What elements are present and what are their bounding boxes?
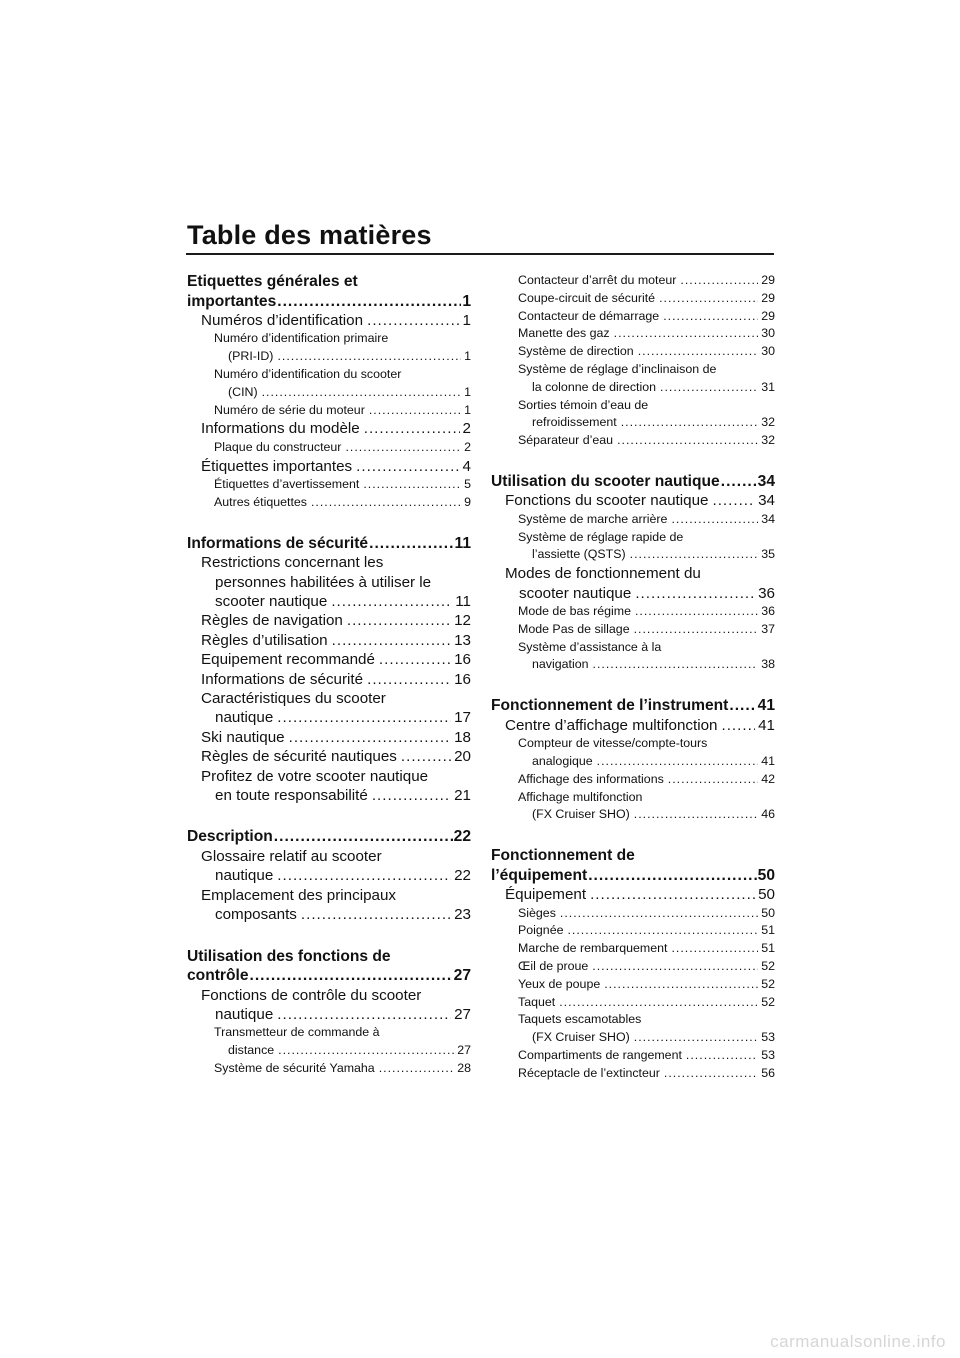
dot-leader xyxy=(660,379,758,397)
toc-entry[interactable] xyxy=(491,343,775,361)
toc-entry-title: Fonctionnement de xyxy=(491,847,635,865)
toc-entry-title: Règles d’utilisation xyxy=(201,631,328,649)
toc-entry[interactable] xyxy=(187,272,471,311)
toc-entry-title: Compartiments de rangement xyxy=(518,1047,682,1062)
toc-entry-title: Règles de sécurité nautiques xyxy=(201,748,397,766)
dot-leader xyxy=(635,603,758,621)
toc-entry-title: analogique xyxy=(532,753,593,768)
dot-leader xyxy=(250,966,453,986)
toc-entry-title: Taquet xyxy=(518,994,556,1009)
toc-entry[interactable] xyxy=(491,491,775,510)
toc-entry-title: Œil de proue xyxy=(518,958,589,973)
toc-page-number: 42 xyxy=(761,771,775,786)
toc-entry[interactable] xyxy=(491,621,775,639)
toc-entry-title: Informations de sécurité xyxy=(187,534,369,552)
toc-page-number: 31 xyxy=(761,379,775,394)
toc-entry-title: Ski nautique xyxy=(201,728,285,746)
dot-leader xyxy=(638,343,759,361)
toc-page-number: 5 xyxy=(464,477,471,491)
toc-entry[interactable] xyxy=(491,976,775,994)
dot-leader xyxy=(277,866,451,885)
toc-page-number: 11 xyxy=(455,592,471,610)
toc-page-number: 18 xyxy=(454,728,471,746)
toc-page-number: 35 xyxy=(761,547,775,562)
dot-leader xyxy=(364,419,460,438)
dot-leader xyxy=(277,348,461,366)
toc-entry-title: Yeux de poupe xyxy=(518,976,601,991)
toc-page-number: 52 xyxy=(761,958,775,973)
toc-entry-title: refroidissement xyxy=(532,415,617,430)
toc-entry[interactable] xyxy=(187,886,471,925)
dot-leader xyxy=(597,753,759,771)
toc-entry[interactable] xyxy=(187,847,471,886)
toc-entry-title: Manette des gaz xyxy=(518,326,610,341)
toc-entry-title: composants xyxy=(215,906,297,924)
toc-entry[interactable] xyxy=(491,771,775,789)
dot-leader xyxy=(668,771,758,789)
toc-entry[interactable] xyxy=(187,650,471,669)
toc-entry[interactable] xyxy=(187,457,471,476)
toc-page-number: 37 xyxy=(761,621,775,636)
toc-page-number: 13 xyxy=(454,631,471,649)
toc-entry-title: Équipement xyxy=(505,886,587,904)
dot-leader xyxy=(277,292,461,312)
toc-entry-title: Fonctions de contrôle du scooter xyxy=(201,986,422,1004)
dot-leader xyxy=(635,584,755,603)
dot-leader xyxy=(367,670,451,689)
toc-entry[interactable] xyxy=(187,1060,471,1078)
toc-entry-title: (CIN) xyxy=(228,384,258,399)
toc-page-number: 22 xyxy=(454,867,471,885)
dot-leader xyxy=(331,592,452,611)
toc-entry[interactable] xyxy=(491,696,775,716)
toc-entry[interactable] xyxy=(187,494,471,512)
dot-leader xyxy=(721,472,757,492)
dot-leader xyxy=(588,866,756,886)
toc-entry-title: nautique xyxy=(215,867,274,885)
toc-page-number: 2 xyxy=(464,439,471,454)
toc-entry[interactable] xyxy=(187,947,471,986)
toc-entry-title: Modes de fonctionnement du xyxy=(505,565,701,583)
toc-entry-title: Numéro d’identification du scooter xyxy=(214,367,402,381)
toc-page-number: 27 xyxy=(454,1005,471,1023)
toc-entry[interactable] xyxy=(491,290,775,308)
toc-entry-title: Mode Pas de sillage xyxy=(518,621,630,636)
toc-entry[interactable] xyxy=(491,603,775,621)
dot-leader xyxy=(664,1065,758,1083)
toc-entry-title: Contacteur de démarrage xyxy=(518,308,660,323)
dot-leader xyxy=(289,728,452,747)
dot-leader xyxy=(379,650,451,669)
toc-entry[interactable] xyxy=(187,534,471,554)
toc-entry-title: Coupe-circuit de sécurité xyxy=(518,290,656,305)
toc-page-number: 1 xyxy=(464,384,471,399)
toc-entry-title: Affichage multifonction xyxy=(518,789,643,804)
toc-entry[interactable] xyxy=(187,728,471,747)
toc-entry[interactable] xyxy=(187,311,471,330)
toc-entry[interactable] xyxy=(187,689,471,728)
toc-entry[interactable] xyxy=(491,994,775,1012)
toc-entry-title: navigation xyxy=(532,657,589,672)
dot-leader xyxy=(363,476,461,494)
toc-entry[interactable] xyxy=(491,789,775,825)
toc-entry-title: Système de sécurité Yamaha xyxy=(214,1060,375,1075)
dot-leader xyxy=(278,1042,454,1060)
toc-entry[interactable] xyxy=(491,397,775,433)
page-title: Table des matières xyxy=(187,220,432,250)
toc-page-number: 16 xyxy=(454,651,471,669)
toc-entry[interactable] xyxy=(187,439,471,457)
dot-leader xyxy=(604,976,758,994)
toc-entry[interactable] xyxy=(491,735,775,771)
toc-page-number: 53 xyxy=(761,1047,775,1062)
toc-entry-title: Réceptacle de l’extincteur xyxy=(518,1065,660,1080)
toc-entry-title: Description xyxy=(187,828,273,846)
toc-entry[interactable] xyxy=(491,639,775,675)
dot-leader xyxy=(559,994,758,1012)
toc-page-number: 50 xyxy=(761,905,775,920)
toc-entry-title: Informations du modèle xyxy=(201,420,360,438)
toc-entry[interactable] xyxy=(187,553,471,611)
toc-entry-title: Système de direction xyxy=(518,344,634,359)
toc-entry-title: Informations de sécurité xyxy=(201,670,364,688)
toc-entry[interactable] xyxy=(187,747,471,766)
toc-page-number: 32 xyxy=(761,415,775,430)
dot-leader xyxy=(401,747,451,766)
toc-entry[interactable] xyxy=(187,366,471,402)
dot-leader xyxy=(369,534,453,554)
toc-entry[interactable] xyxy=(491,1047,775,1065)
toc-page-number: 12 xyxy=(454,612,471,630)
toc-page-number: 20 xyxy=(454,748,471,766)
toc-entry[interactable] xyxy=(491,940,775,958)
toc-page-number: 34 xyxy=(761,511,775,526)
toc-entry-title: Utilisation des fonctions de xyxy=(187,947,391,965)
toc-entry[interactable] xyxy=(491,716,775,735)
toc-page-number: 56 xyxy=(761,1065,775,1080)
toc-entry[interactable] xyxy=(187,670,471,689)
toc-page-number: 41 xyxy=(757,697,775,715)
toc-entry-title: Sorties témoin d’eau de xyxy=(518,397,649,412)
dot-leader xyxy=(729,696,756,716)
toc-entry[interactable] xyxy=(491,1065,775,1083)
toc-entry-title: nautique xyxy=(215,709,274,727)
dot-leader xyxy=(712,491,755,510)
toc-page-number: 29 xyxy=(761,308,775,323)
toc-page-number: 36 xyxy=(758,584,775,602)
toc-page-number: 50 xyxy=(757,866,775,884)
dot-leader xyxy=(680,272,758,290)
toc-entry-title: Compteur de vitesse/compte-tours xyxy=(518,736,708,751)
dot-leader xyxy=(634,621,759,639)
dot-leader xyxy=(311,494,461,512)
toc-page-number: 23 xyxy=(454,906,471,924)
toc-page-number: 38 xyxy=(761,657,775,672)
dot-leader xyxy=(379,1060,455,1078)
toc-page-number: 11 xyxy=(454,534,471,552)
dot-leader xyxy=(614,325,759,343)
toc-entry[interactable] xyxy=(187,330,471,366)
toc-entry-title: Emplacement des principaux xyxy=(201,886,397,904)
toc-entry[interactable] xyxy=(491,361,775,397)
title-divider xyxy=(186,253,774,255)
toc-page-number: 52 xyxy=(761,994,775,1009)
toc-entry-title: la colonne de direction xyxy=(532,379,656,394)
toc-page-number: 16 xyxy=(454,670,471,688)
toc-entry-title: scooter nautique xyxy=(215,592,328,610)
dot-leader xyxy=(663,308,758,326)
toc-entry-title: Sièges xyxy=(518,905,556,920)
dot-leader xyxy=(634,1029,758,1047)
toc-page-number: 2 xyxy=(462,420,471,438)
toc-page-number: 1 xyxy=(462,312,471,329)
toc-entry[interactable] xyxy=(187,611,471,630)
dot-leader xyxy=(634,806,758,824)
dot-leader xyxy=(332,631,451,650)
toc-page-number: 28 xyxy=(457,1060,471,1075)
toc-page-number: 53 xyxy=(761,1030,775,1045)
toc-entry-title: (FX Cruiser SHO) xyxy=(532,807,630,822)
toc-page-number: 29 xyxy=(761,273,775,287)
toc-entry-title: Centre d’affichage multifonction xyxy=(505,716,718,734)
toc-entry[interactable] xyxy=(187,631,471,650)
dot-leader xyxy=(593,656,759,674)
toc-entry-title: Taquets escamotables xyxy=(518,1012,642,1027)
toc-page-number: 1 xyxy=(462,292,471,310)
toc-entry-title: Étiquettes d’avertissement xyxy=(214,477,360,491)
toc-entry-title: Système de réglage rapide de xyxy=(518,529,684,544)
toc-entry-title: Système de marche arrière xyxy=(518,511,668,526)
toc-entry-title: Marche de rembarquement xyxy=(518,941,668,956)
toc-entry[interactable] xyxy=(187,402,471,420)
toc-entry-title: Règles de navigation xyxy=(201,612,343,630)
toc-entry-title: nautique xyxy=(215,1005,274,1023)
toc-entry-title: importantes xyxy=(187,292,277,310)
toc-entry-title: en toute responsabilité xyxy=(215,786,368,804)
toc-entry-title: Transmetteur de commande à xyxy=(214,1025,380,1040)
toc-entry-title: Plaque du constructeur xyxy=(214,439,342,454)
toc-entry-title: Autres étiquettes xyxy=(214,494,307,509)
toc-page-number: 17 xyxy=(454,709,471,727)
toc-page-number: 41 xyxy=(758,716,775,734)
toc-entry-title: l’assiette (QSTS) xyxy=(532,547,626,562)
toc-entry-title: Restrictions concernant les xyxy=(201,554,384,572)
toc-entry-title: Equipement recommandé xyxy=(201,651,375,669)
toc-page-number: 27 xyxy=(453,967,471,984)
toc-page-number: 27 xyxy=(457,1043,471,1058)
toc-entry[interactable] xyxy=(491,922,775,940)
toc-entry-title: Numéro d’identification primaire xyxy=(214,331,389,346)
dot-leader xyxy=(301,905,451,924)
dot-leader xyxy=(356,457,459,476)
dot-leader xyxy=(590,885,755,904)
toc-page-number: 36 xyxy=(761,604,775,619)
toc-entry[interactable] xyxy=(491,564,775,603)
toc-entry-title: Fonctions du scooter nautique xyxy=(505,492,709,510)
toc-page-number: 32 xyxy=(761,433,775,448)
toc-entry[interactable] xyxy=(491,325,775,343)
dot-leader xyxy=(686,1047,758,1065)
toc-entry-title: Numéro de série du moteur xyxy=(214,402,365,417)
toc-entry[interactable] xyxy=(187,767,471,806)
toc-entry-title: Séparateur d’eau xyxy=(518,433,614,448)
dot-leader xyxy=(659,290,758,308)
toc-page-number: 1 xyxy=(464,402,471,417)
toc-page-number: 4 xyxy=(462,457,471,475)
toc-page-number: 30 xyxy=(761,326,775,341)
toc-entry-title: Système d’assistance à la xyxy=(518,639,662,654)
toc-entry[interactable] xyxy=(491,511,775,529)
toc-entry-title: Fonctionnement de l’instrument xyxy=(491,697,729,715)
dot-leader xyxy=(367,311,459,330)
toc-page-number: 30 xyxy=(761,344,775,359)
toc-page-number: 22 xyxy=(453,828,471,846)
toc-entry-title: (PRI-ID) xyxy=(228,349,274,364)
toc-entry[interactable] xyxy=(491,472,775,492)
toc-entry-title: Poignée xyxy=(518,923,564,938)
toc-entry[interactable] xyxy=(187,476,471,494)
toc-entry-title: Système de réglage d’inclinaison de xyxy=(518,361,717,376)
toc-entry-title: Étiquettes importantes xyxy=(201,457,353,475)
dot-leader xyxy=(277,708,451,727)
toc-entry-title: Profitez de votre scooter nautique xyxy=(201,767,429,785)
dot-leader xyxy=(277,1005,451,1024)
toc-entry-title: contrôle xyxy=(187,967,249,984)
toc-entry-title: Numéros d’identification xyxy=(201,312,364,329)
toc-entry[interactable] xyxy=(187,986,471,1025)
dot-leader xyxy=(630,546,759,564)
dot-leader xyxy=(345,439,461,457)
toc-entry[interactable] xyxy=(491,958,775,976)
toc-entry-title: scooter nautique xyxy=(519,584,632,602)
toc-entry-title: Contacteur d’arrêt du moteur xyxy=(518,273,677,287)
dot-leader xyxy=(262,384,462,402)
dot-leader xyxy=(372,786,451,805)
toc-page-number: 51 xyxy=(761,923,775,938)
toc-left-column xyxy=(187,272,471,1078)
dot-leader xyxy=(721,716,755,735)
toc-page-number: 34 xyxy=(757,472,775,490)
toc-entry-title: distance xyxy=(228,1043,275,1058)
dot-leader xyxy=(592,958,758,976)
toc-page-number: 50 xyxy=(758,886,775,904)
toc-right-column xyxy=(491,272,775,1083)
toc-entry[interactable] xyxy=(491,905,775,923)
toc-entry-title: Mode de bas régime xyxy=(518,604,631,619)
toc-entry-title: Caractéristiques du scooter xyxy=(201,689,386,707)
watermark-text: carmanualsonline.info xyxy=(770,1332,946,1351)
toc-page-number: 52 xyxy=(761,976,775,991)
toc-page-number: 21 xyxy=(454,786,471,804)
dot-leader xyxy=(560,905,758,923)
dot-leader xyxy=(369,402,461,420)
dot-leader xyxy=(347,611,451,630)
dot-leader xyxy=(671,511,758,529)
toc-page-number: 1 xyxy=(464,349,471,364)
toc-entry[interactable] xyxy=(187,827,471,847)
dot-leader xyxy=(621,414,759,432)
dot-leader xyxy=(617,432,758,450)
toc-entry[interactable] xyxy=(187,1024,471,1060)
toc-entry[interactable] xyxy=(491,846,775,885)
toc-entry-title: (FX Cruiser SHO) xyxy=(532,1030,630,1045)
toc-entry[interactable] xyxy=(491,272,775,290)
toc-page-number: 51 xyxy=(761,941,775,956)
toc-page-number: 9 xyxy=(464,494,471,509)
toc-page-number: 34 xyxy=(758,492,775,510)
toc-entry-title: Etiquettes générales et xyxy=(187,273,358,290)
dot-leader xyxy=(567,922,758,940)
toc-entry[interactable] xyxy=(491,308,775,326)
toc-entry-title: l’équipement xyxy=(491,866,588,884)
dot-leader xyxy=(671,940,758,958)
toc-entry-title: Affichage des informations xyxy=(518,771,664,786)
toc-entry[interactable] xyxy=(491,432,775,450)
toc-page-number: 29 xyxy=(761,290,775,305)
toc-page-number: 46 xyxy=(761,807,775,822)
toc-entry[interactable] xyxy=(187,419,471,438)
toc-entry[interactable] xyxy=(491,1011,775,1047)
toc-entry-title: personnes habilitées à utiliser le xyxy=(215,573,432,591)
toc-entry[interactable] xyxy=(491,885,775,904)
toc-entry-title: Utilisation du scooter nautique xyxy=(491,472,720,490)
toc-entry-title: Glossaire relatif au scooter xyxy=(201,847,382,865)
toc-page-number: 41 xyxy=(761,753,775,768)
toc-entry[interactable] xyxy=(491,529,775,565)
dot-leader xyxy=(274,827,453,847)
